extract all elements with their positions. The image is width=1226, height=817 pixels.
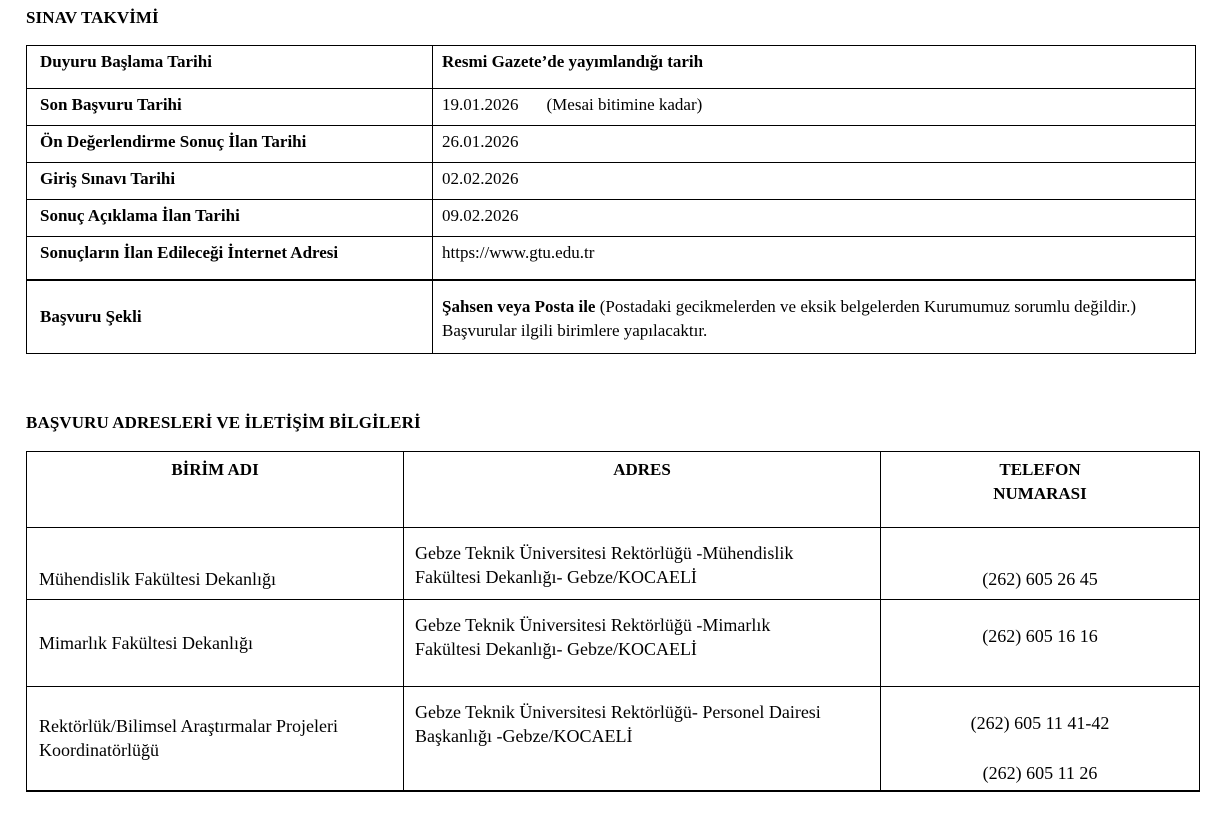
table-row xyxy=(27,163,1196,200)
unit-cell: Mühendislik Fakültesi Dekanlığı xyxy=(27,528,404,600)
result-announcement-value: 09.02.2026 xyxy=(433,200,1196,237)
address-line1: Gebze Teknik Üniversitesi Rektörlüğü- Personel Dairesi xyxy=(415,702,821,722)
table-header-row xyxy=(27,452,1200,528)
entrance-exam-value: 02.02.2026 xyxy=(433,163,1196,200)
exam-schedule-table xyxy=(26,45,1196,354)
application-deadline-note: (Mesai bitimine kadar) xyxy=(546,95,703,114)
address-cell xyxy=(404,600,881,687)
address-line1: Gebze Teknik Üniversitesi Rektörlüğü -Mühendislik xyxy=(415,543,794,563)
phone-cell xyxy=(881,687,1200,791)
table-row xyxy=(27,528,1200,600)
table-row xyxy=(27,237,1196,280)
phone-primary: (262) 605 11 41-42 xyxy=(970,713,1110,733)
unit-header: BİRİM ADI xyxy=(27,452,404,528)
phone-header xyxy=(881,452,1200,528)
table-row xyxy=(27,280,1196,354)
table-row xyxy=(27,46,1196,89)
result-announcement-label: Sonuç Açıklama İlan Tarihi xyxy=(27,200,433,237)
announcement-start-value: Resmi Gazete’de yayımlandığı tarih xyxy=(433,46,1196,89)
application-method-cell xyxy=(433,280,1196,354)
contacts-title: BAŞVURU ADRESLERİ VE İLETİŞİM BİLGİLERİ xyxy=(26,413,421,432)
table-row xyxy=(27,126,1196,163)
unit-line1: Rektörlük/Bilimsel Araştırmalar Projeleri xyxy=(39,716,338,737)
application-deadline-value: 19.01.2026 xyxy=(442,95,519,114)
address-header: ADRES xyxy=(404,452,881,528)
phone-cell: (262) 605 16 16 xyxy=(881,600,1200,687)
results-website-value[interactable]: https://www.gtu.edu.tr xyxy=(433,237,1196,280)
phone-header-line1: TELEFON xyxy=(999,460,1081,479)
exam-schedule-title: SINAV TAKVİMİ xyxy=(26,8,159,27)
application-method-value: (Postadaki gecikmelerden ve eksik belgelerden Kurumumuz sorumlu değildir.) Başvurular ilgili birimlere yapılacaktır. xyxy=(442,296,1137,340)
address-line1: Gebze Teknik Üniversitesi Rektörlüğü -Mimarlık xyxy=(415,615,771,635)
address-line2: Fakültesi Dekanlığı- Gebze/KOCAELİ xyxy=(415,639,697,659)
announcement-start-label: Duyuru Başlama Tarihi xyxy=(27,46,433,89)
unit-cell xyxy=(27,687,404,791)
results-website-label: Sonuçların İlan Edileceği İnternet Adresi xyxy=(27,237,433,280)
phone-cell: (262) 605 26 45 xyxy=(881,528,1200,600)
application-deadline-cell xyxy=(433,89,1196,126)
contacts-table xyxy=(26,451,1200,792)
address-line2: Başkanlığı -Gebze/KOCAELİ xyxy=(415,726,633,746)
address-line2: Fakültesi Dekanlığı- Gebze/KOCAELİ xyxy=(415,567,697,587)
phone-header-line2: NUMARASI xyxy=(993,484,1087,503)
entrance-exam-label: Giriş Sınavı Tarihi xyxy=(27,163,433,200)
unit-line2: Koordinatörlüğü xyxy=(39,740,159,761)
table-row xyxy=(27,600,1200,687)
table-row xyxy=(27,200,1196,237)
unit-cell: Mimarlık Fakültesi Dekanlığı xyxy=(27,600,404,687)
pre-evaluation-label: Ön Değerlendirme Sonuç İlan Tarihi xyxy=(27,126,433,163)
application-method-label: Başvuru Şekli xyxy=(27,280,433,354)
table-row xyxy=(27,89,1196,126)
table-row xyxy=(27,687,1200,791)
address-cell xyxy=(404,687,881,791)
application-method-bold: Şahsen veya Posta ile xyxy=(442,296,596,316)
application-deadline-label: Son Başvuru Tarihi xyxy=(27,89,433,126)
pre-evaluation-value: 26.01.2026 xyxy=(433,126,1196,163)
address-cell xyxy=(404,528,881,600)
phone-secondary: (262) 605 11 26 xyxy=(982,763,1098,783)
